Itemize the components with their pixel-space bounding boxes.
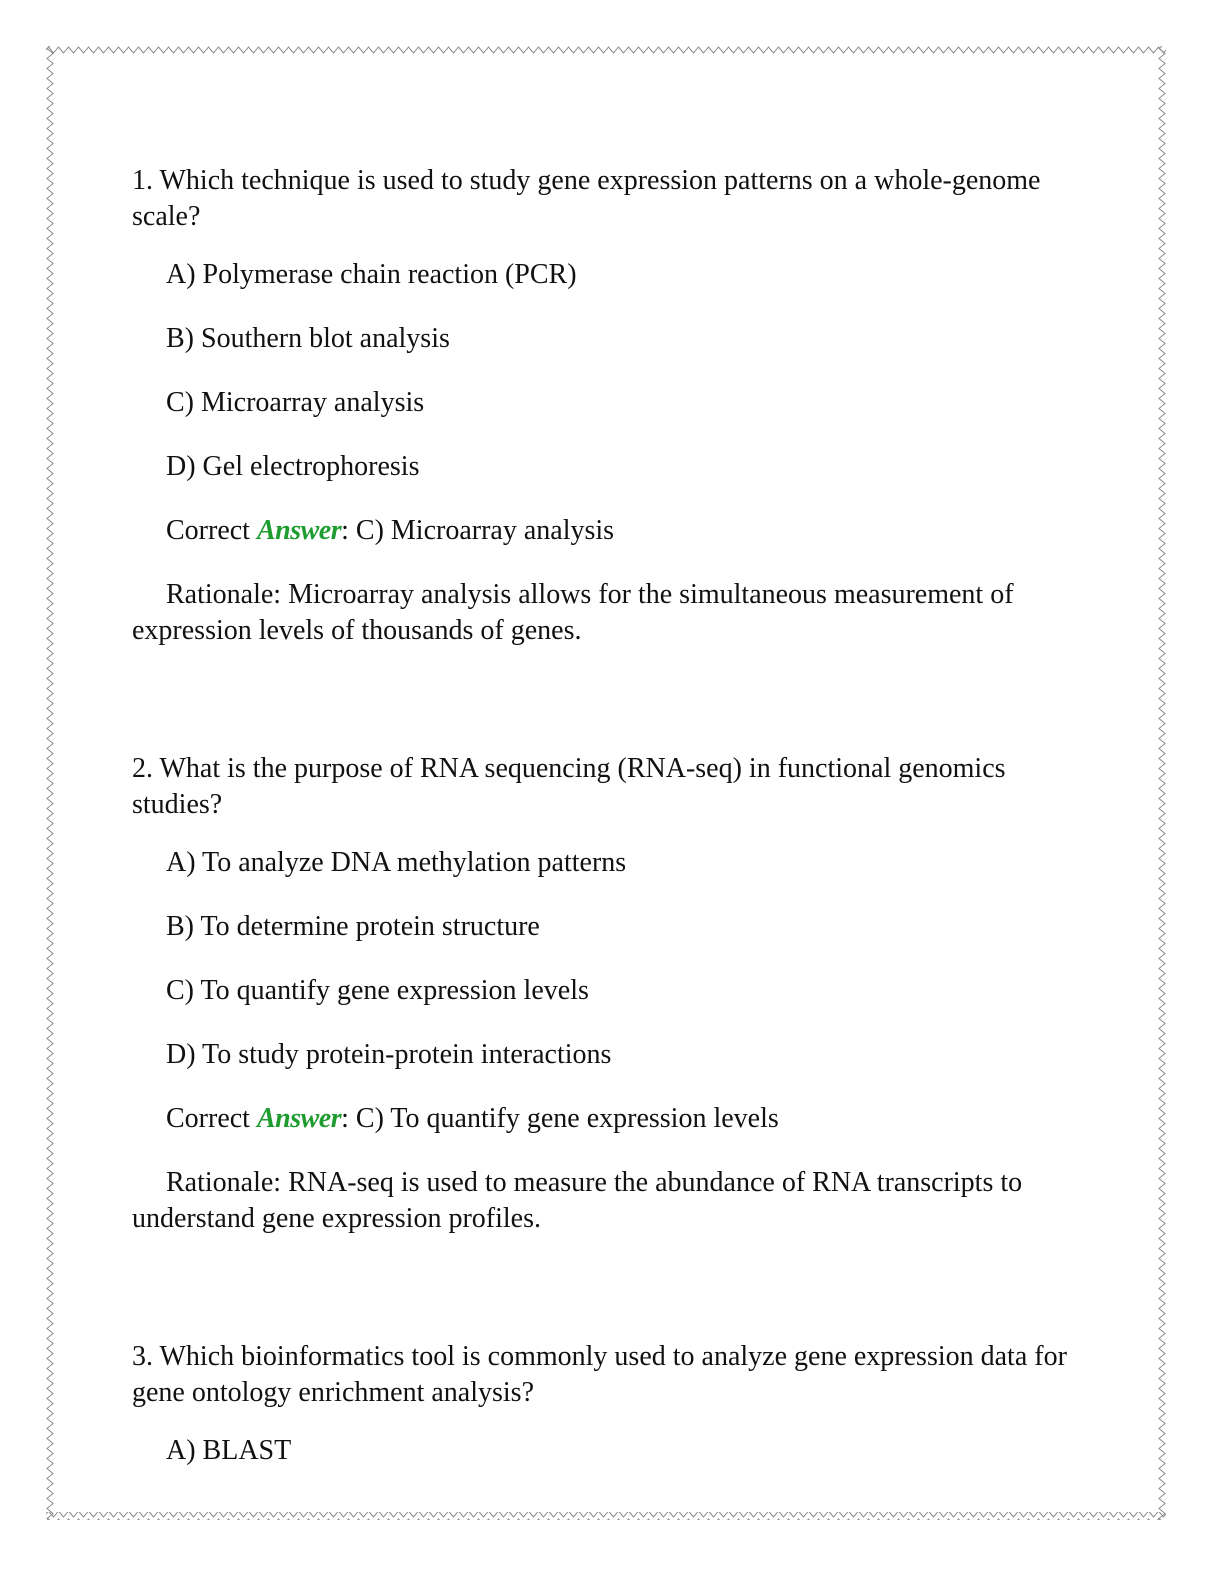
answer-option: D) Gel electrophoresis: [166, 451, 420, 482]
answer-option: B) To determine protein structure: [166, 911, 540, 942]
answer-label: Answer: [256, 515, 342, 546]
document-content: [132, 163, 1082, 1497]
question-stem: 3. Which bioinformatics tool is commonly used to analyze gene expression data for gene ontology enrichment analysis?: [132, 1341, 1067, 1408]
rationale-text: Rationale: RNA-seq is used to measure the abundance of RNA transcripts to understand gene expression profiles.: [132, 1167, 1023, 1234]
answer-prefix: Correct: [166, 1103, 257, 1134]
answer-prefix: Correct: [166, 515, 257, 546]
question-block-1: [132, 163, 1082, 649]
answer-option: D) To study protein-protein interactions: [166, 1039, 612, 1070]
answer-option: A) BLAST: [166, 1435, 292, 1466]
correct-answer-line: [166, 513, 1082, 549]
question-stem: 1. Which technique is used to study gene expression patterns on a whole-genome scale?: [132, 165, 1041, 232]
answer-option: A) Polymerase chain reaction (PCR): [166, 259, 577, 290]
answer-value: : C) Microarray analysis: [341, 515, 615, 546]
answer-option: C) To quantify gene expression levels: [166, 975, 589, 1006]
question-stem: 2. What is the purpose of RNA sequencing (RNA-seq) in functional genomics studies?: [132, 753, 1006, 820]
answer-option: B) Southern blot analysis: [166, 323, 450, 354]
answer-label: Answer: [256, 1103, 342, 1134]
question-block-3: [132, 1339, 1082, 1469]
answer-value: : C) To quantify gene expression levels: [341, 1103, 779, 1134]
answer-option: C) Microarray analysis: [166, 387, 425, 418]
question-block-2: [132, 751, 1082, 1237]
correct-answer-line: [166, 1101, 1082, 1137]
answer-option: A) To analyze DNA methylation patterns: [166, 847, 627, 878]
rationale-text: Rationale: Microarray analysis allows for the simultaneous measurement of expression levels of thousands of genes.: [132, 579, 1014, 646]
